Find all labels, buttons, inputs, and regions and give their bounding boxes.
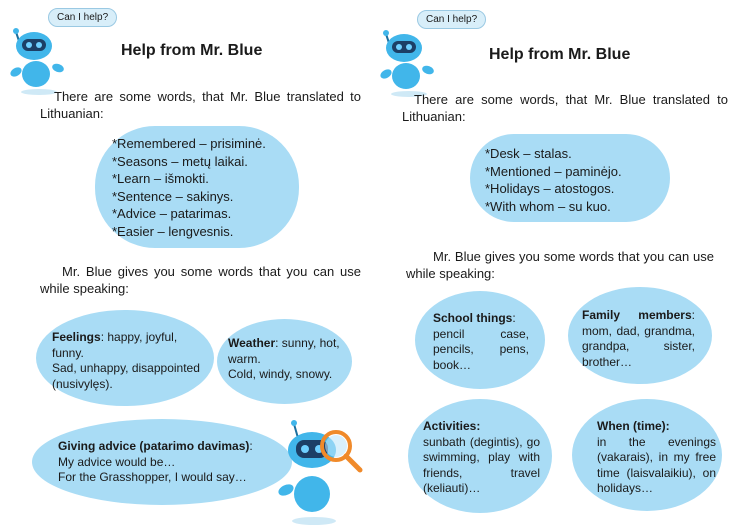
robot-magnifier-icon [272,418,368,528]
page-title: Help from Mr. Blue [489,46,631,63]
list-item: *Remembered – prisiminė. [112,136,266,151]
word-list [112,135,266,240]
page-title: Help from Mr. Blue [121,42,263,59]
intro-paragraph: There are some words, that Mr. Blue translated to Lithuanian: [402,92,728,124]
list-item: *With whom – su kuo. [485,198,611,214]
list-item: *Sentence – sakinys. [112,188,234,204]
list-item: *Learn – išmokti. [112,171,209,186]
intro-paragraph: There are some words, that Mr. Blue translated to Lithuanian: [40,89,361,121]
school-things-heading: School things [433,311,513,325]
speaking-paragraph: Mr. Blue gives you some words that you can use while speaking: [40,264,361,296]
activities-text: Activities: sunbath (degintis), go swimming, play with friends, travel (keliauti)… [423,419,540,495]
advice-heading: Giving advice (patarimo davimas) [58,439,250,453]
speech-bubble: Can I help? [417,10,486,29]
list-item: *Seasons – metų laikai. [112,153,248,169]
weather-heading: Weather [228,336,276,350]
when-time-text: When (time): in the evenings (vakarais), in my free time (laisvalaikiu), on holidays… [597,419,716,495]
word-list [485,145,622,215]
family-members-heading: Family members [582,308,692,322]
school-things-text: School things: pencil case, pencils, pens, book… [433,311,529,372]
feelings-text: Feelings: happy, joyful, funny. Sad, unhappy, disappointed (nusivylęs). [52,330,200,391]
list-item: *Easier – lengvesnis. [112,223,234,239]
speaking-paragraph: Mr. Blue gives you some words that you can use while speaking: [406,249,714,281]
advice-text: Giving advice (patarimo davimas): My advice would be… For the Grasshopper, I would say… [58,439,253,484]
list-item: *Desk – stalas. [485,146,572,161]
when-time-heading: When (time): [597,419,670,433]
right-page [369,0,738,532]
feelings-heading: Feelings [52,330,101,344]
weather-text: Weather: sunny, hot, warm. Cold, windy, snowy. [228,336,340,381]
robot-icon [4,24,74,96]
list-item: *Mentioned – paminėjo. [485,163,622,179]
list-item: *Advice – patarimas. [112,206,232,221]
family-members-text: Family members: mom, dad, grandma, grandpa, sister, brother… [582,308,695,369]
list-item: *Holidays – atostogos. [485,181,615,196]
activities-heading: Activities: [423,419,481,433]
robot-icon [374,26,444,98]
speech-bubble: Can I help? [48,8,117,27]
